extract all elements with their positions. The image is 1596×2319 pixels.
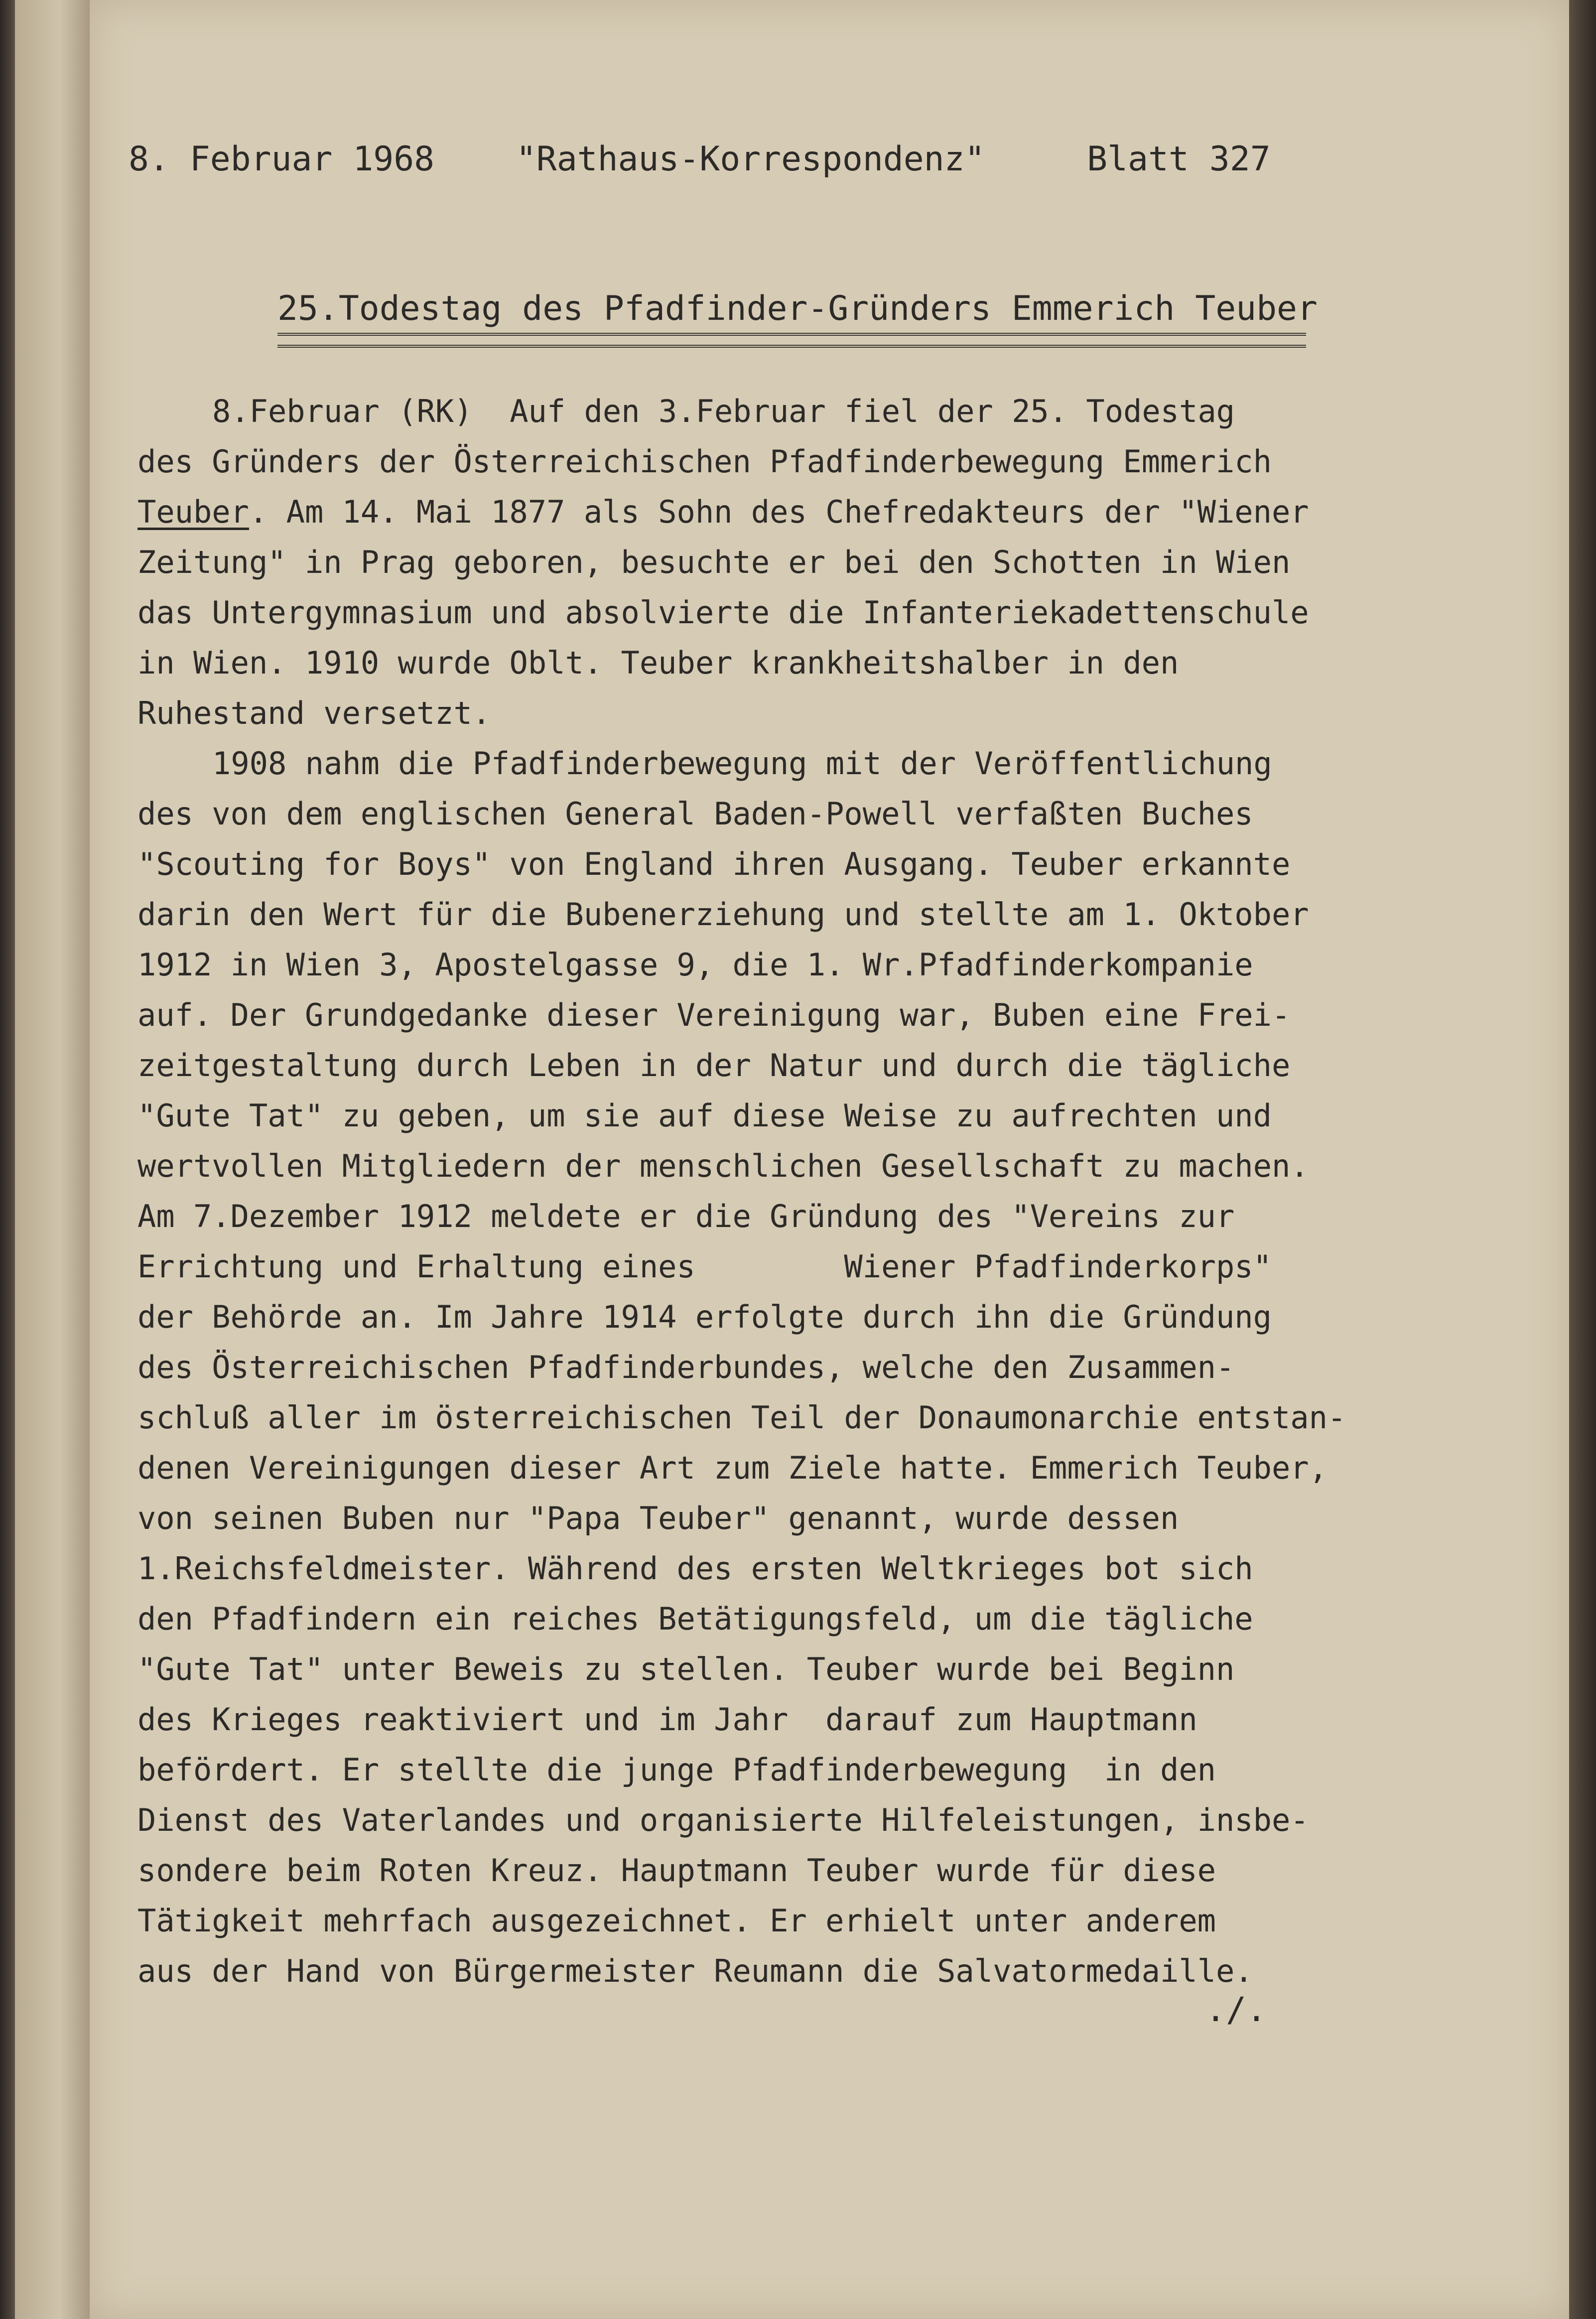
- body-line-text: sondere beim Roten Kreuz. Hauptmann Teuber wurde für diese: [137, 1852, 1216, 1889]
- body-line-text: den Pfadfindern ein reiches Betätigungsfeld, um die tägliche: [137, 1601, 1253, 1637]
- body-line-text: schluß aller im österreichischen Teil der Donaumonarchie entstan-: [137, 1399, 1346, 1436]
- body-line-text: des von dem englischen General Baden-Powell verfaßten Buches: [137, 796, 1253, 832]
- body-line-text: "Scouting for Boys" von England ihren Ausgang. Teuber erkannte: [137, 846, 1291, 882]
- body-line: [137, 1644, 1522, 1694]
- body-line: [137, 487, 1522, 537]
- body-line: [137, 587, 1522, 638]
- body-line-text: Tätigkeit mehrfach ausgezeichnet. Er erhielt unter anderem: [137, 1903, 1216, 1939]
- body-line: [137, 940, 1522, 990]
- body-line-text: aus der Hand von Bürgermeister Reumann die Salvatormedaille.: [137, 1953, 1253, 1989]
- body-line-text: "Gute Tat" zu geben, um sie auf diese Weise zu aufrechten und: [137, 1097, 1272, 1134]
- body-line: [137, 436, 1522, 487]
- body-line: [137, 638, 1522, 688]
- body-line: [137, 1594, 1522, 1644]
- body-line-text: des Österreichischen Pfadfinderbundes, welche den Zusammen-: [137, 1349, 1235, 1385]
- body-line-text: Errichtung und Erhaltung eines Wiener Pfadfinderkorps": [137, 1248, 1272, 1285]
- underlined-name: Teuber: [137, 494, 249, 530]
- page-header: [129, 137, 1473, 182]
- body-line-text: zeitgestaltung durch Leben in der Natur und durch die tägliche: [137, 1047, 1291, 1084]
- continuation-mark: ./.: [1205, 1990, 1267, 2030]
- body-line-text: das Untergymnasium und absolvierte die Infanteriekadettenschule: [137, 594, 1309, 631]
- header-date: 8. Februar 1968: [129, 139, 435, 179]
- body-line: [137, 1946, 1522, 1996]
- body-line: [137, 738, 1522, 789]
- body-line-text: Ruhestand versetzt.: [137, 695, 491, 731]
- body-line-text: Am 7.Dezember 1912 meldete er die Gründung des "Vereins zur: [137, 1198, 1235, 1234]
- body-line-text: Zeitung" in Prag geboren, besuchte er bei den Schotten in Wien: [137, 544, 1291, 580]
- body-line: [137, 537, 1522, 587]
- body-line-text: Dienst des Vaterlandes und organisierte Hilfeleistungen, insbe-: [137, 1802, 1309, 1838]
- body-line: [137, 1191, 1522, 1241]
- body-line: [137, 1896, 1522, 1946]
- body-line: [137, 1745, 1522, 1795]
- body-line: [137, 1241, 1522, 1292]
- body-line: [137, 1292, 1522, 1342]
- body-line-text: 1.Reichsfeldmeister. Während des ersten Weltkrieges bot sich: [137, 1550, 1253, 1587]
- body-line: [137, 1795, 1522, 1845]
- body-line: [137, 1141, 1522, 1191]
- body-line-text: von seinen Buben nur "Papa Teuber" genannt, wurde dessen: [137, 1500, 1179, 1536]
- body-line-text: des Krieges reaktiviert und im Jahr darauf zum Hauptmann: [137, 1701, 1197, 1738]
- article-body: [137, 386, 1522, 1996]
- body-line: [137, 1392, 1522, 1443]
- body-line: [137, 1040, 1522, 1091]
- body-line-text: wertvollen Mitgliedern der menschlichen Gesellschaft zu machen.: [137, 1148, 1309, 1184]
- body-line-text: der Behörde an. Im Jahre 1914 erfolgte durch ihn die Gründung: [137, 1299, 1272, 1335]
- previous-page-edge: [15, 0, 90, 2319]
- body-line-text: "Gute Tat" unter Beweis zu stellen. Teuber wurde bei Beginn: [137, 1651, 1235, 1687]
- body-line: [137, 789, 1522, 839]
- title-double-underline: [277, 333, 1306, 348]
- body-line-text: denen Vereinigungen dieser Art zum Ziele hatte. Emmerich Teuber,: [137, 1450, 1328, 1486]
- body-line-text: . Am 14. Mai 1877 als Sohn des Chefredakteurs der "Wiener: [249, 494, 1309, 530]
- body-line-text: in Wien. 1910 wurde Oblt. Teuber krankheitshalber in den: [137, 645, 1179, 681]
- body-line: [137, 1493, 1522, 1543]
- document-page: [90, 0, 1569, 2319]
- body-line-text: 1912 in Wien 3, Apostelgasse 9, die 1. Wr.Pfadfinderkompanie: [137, 947, 1253, 983]
- body-line: [137, 889, 1522, 940]
- body-line-text: auf. Der Grundgedanke dieser Vereinigung war, Buben eine Frei-: [137, 997, 1291, 1033]
- body-line: [137, 990, 1522, 1040]
- body-line-text: 1908 nahm die Pfadfinderbewegung mit der Veröffentlichung: [212, 745, 1272, 782]
- article-title: 25.Todestag des Pfadfinder-Gründers Emmerich Teuber: [277, 289, 1318, 328]
- body-line-text: des Gründers der Österreichischen Pfadfinderbewegung Emmerich: [137, 443, 1272, 480]
- body-line-text: befördert. Er stellte die junge Pfadfinderbewegung in den: [137, 1752, 1216, 1788]
- body-line: [137, 1342, 1522, 1392]
- body-line: [137, 1543, 1522, 1594]
- body-line: [137, 386, 1522, 436]
- body-line-text: 8.Februar (RK) Auf den 3.Februar fiel der 25. Todestag: [212, 393, 1235, 429]
- header-publication: "Rathaus-Korrespondenz": [516, 139, 985, 179]
- right-shadow-edge: [1569, 0, 1596, 2319]
- body-line-text: darin den Wert für die Bubenerziehung und stellte am 1. Oktober: [137, 896, 1309, 933]
- body-line: [137, 1845, 1522, 1896]
- body-line: [137, 1091, 1522, 1141]
- body-line: [137, 1443, 1522, 1493]
- body-line: [137, 839, 1522, 889]
- body-line: [137, 1694, 1522, 1745]
- body-line: [137, 688, 1522, 738]
- header-sheet-number: Blatt 327: [1087, 139, 1271, 179]
